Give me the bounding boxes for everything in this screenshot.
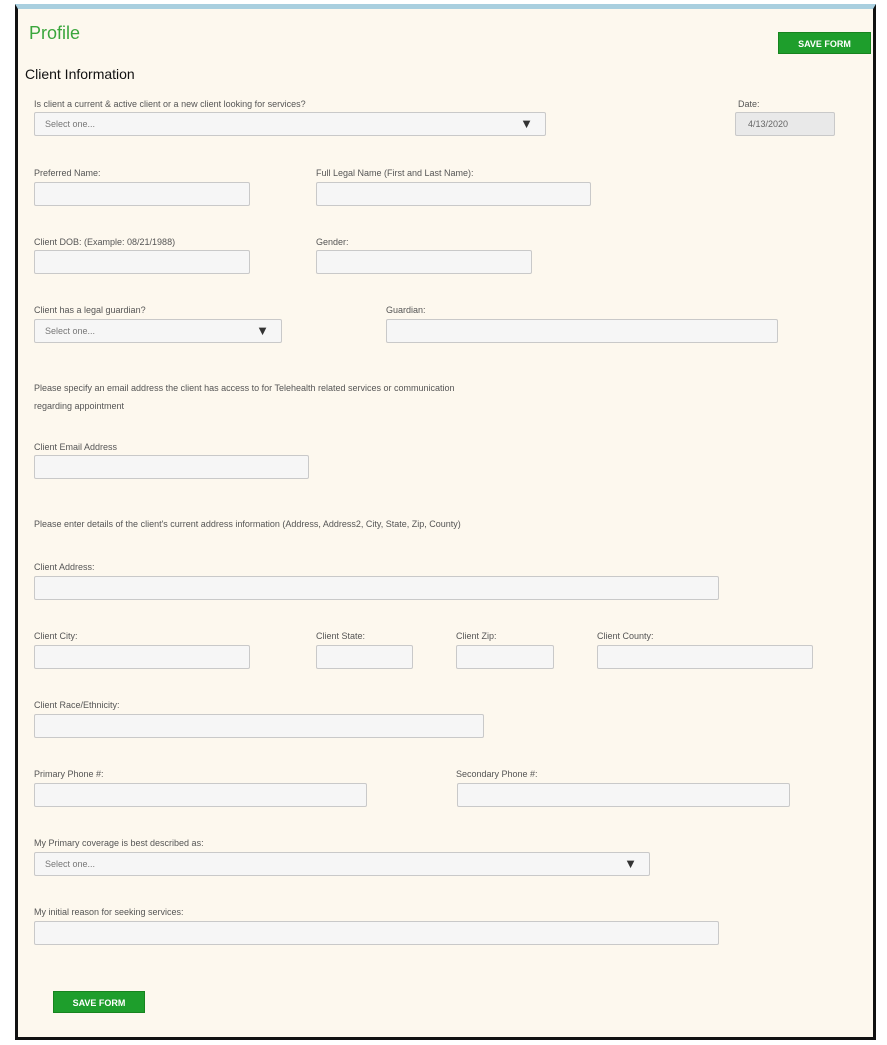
legal-guardian-select-value: Select one... [45, 326, 96, 336]
full-legal-name-input[interactable] [316, 182, 591, 206]
coverage-select-value: Select one... [45, 859, 96, 869]
address-input[interactable] [34, 576, 719, 600]
caret-down-icon: ▼ [520, 116, 533, 131]
caret-down-icon: ▼ [624, 856, 637, 871]
dob-input[interactable] [34, 250, 250, 274]
county-label: Client County: [597, 631, 654, 641]
guardian-label: Guardian: [386, 305, 426, 315]
secondary-phone-label: Secondary Phone #: [456, 769, 538, 779]
save-form-button-top[interactable]: SAVE FORM [778, 32, 871, 54]
race-input[interactable] [34, 714, 484, 738]
email-label: Client Email Address [34, 442, 118, 452]
race-label: Client Race/Ethnicity: [34, 700, 120, 710]
full-legal-name-label: Full Legal Name (First and Last Name): [316, 168, 474, 178]
form-container [15, 4, 876, 1040]
zip-label: Client Zip: [456, 631, 497, 641]
section-title: Client Information [25, 66, 135, 82]
zip-input[interactable] [456, 645, 554, 669]
primary-phone-label: Primary Phone #: [34, 769, 104, 779]
preferred-name-input[interactable] [34, 182, 250, 206]
gender-label: Gender: [316, 237, 349, 247]
email-input[interactable] [34, 455, 309, 479]
dob-label: Client DOB: (Example: 08/21/1988) [34, 237, 176, 247]
page-title: Profile [29, 23, 81, 43]
address-note: Please enter details of the client's current address information (Address, Address2, City, State, Zip, County) [34, 519, 461, 529]
client-type-select[interactable] [34, 112, 546, 136]
gender-input[interactable] [316, 250, 532, 274]
city-label: Client City: [34, 631, 78, 641]
legal-guardian-select[interactable] [34, 319, 282, 343]
preferred-name-label: Preferred Name: [34, 168, 101, 178]
email-note: Please specify an email address the client has access to for Telehealth related services or communication regarding appointment [34, 383, 455, 411]
client-type-label: Is client a current & active client or a new client looking for services? [34, 99, 306, 109]
reason-label: My initial reason for seeking services: [34, 907, 184, 917]
save-form-button-bottom[interactable]: SAVE FORM [53, 991, 145, 1013]
legal-guardian-label: Client has a legal guardian? [34, 305, 146, 315]
state-input[interactable] [316, 645, 413, 669]
county-input[interactable] [597, 645, 813, 669]
caret-down-icon: ▼ [256, 323, 269, 338]
secondary-phone-input[interactable] [457, 783, 790, 807]
coverage-select[interactable] [34, 852, 650, 876]
state-label: Client State: [316, 631, 366, 641]
date-field[interactable]: 4/13/2020 [735, 112, 835, 136]
coverage-label: My Primary coverage is best described as: [34, 838, 204, 848]
guardian-input[interactable] [386, 319, 778, 343]
city-input[interactable] [34, 645, 250, 669]
address-label: Client Address: [34, 562, 95, 572]
primary-phone-input[interactable] [34, 783, 367, 807]
date-label: Date: [738, 99, 760, 109]
reason-input[interactable] [34, 921, 719, 945]
client-type-select-value: Select one... [45, 119, 96, 129]
